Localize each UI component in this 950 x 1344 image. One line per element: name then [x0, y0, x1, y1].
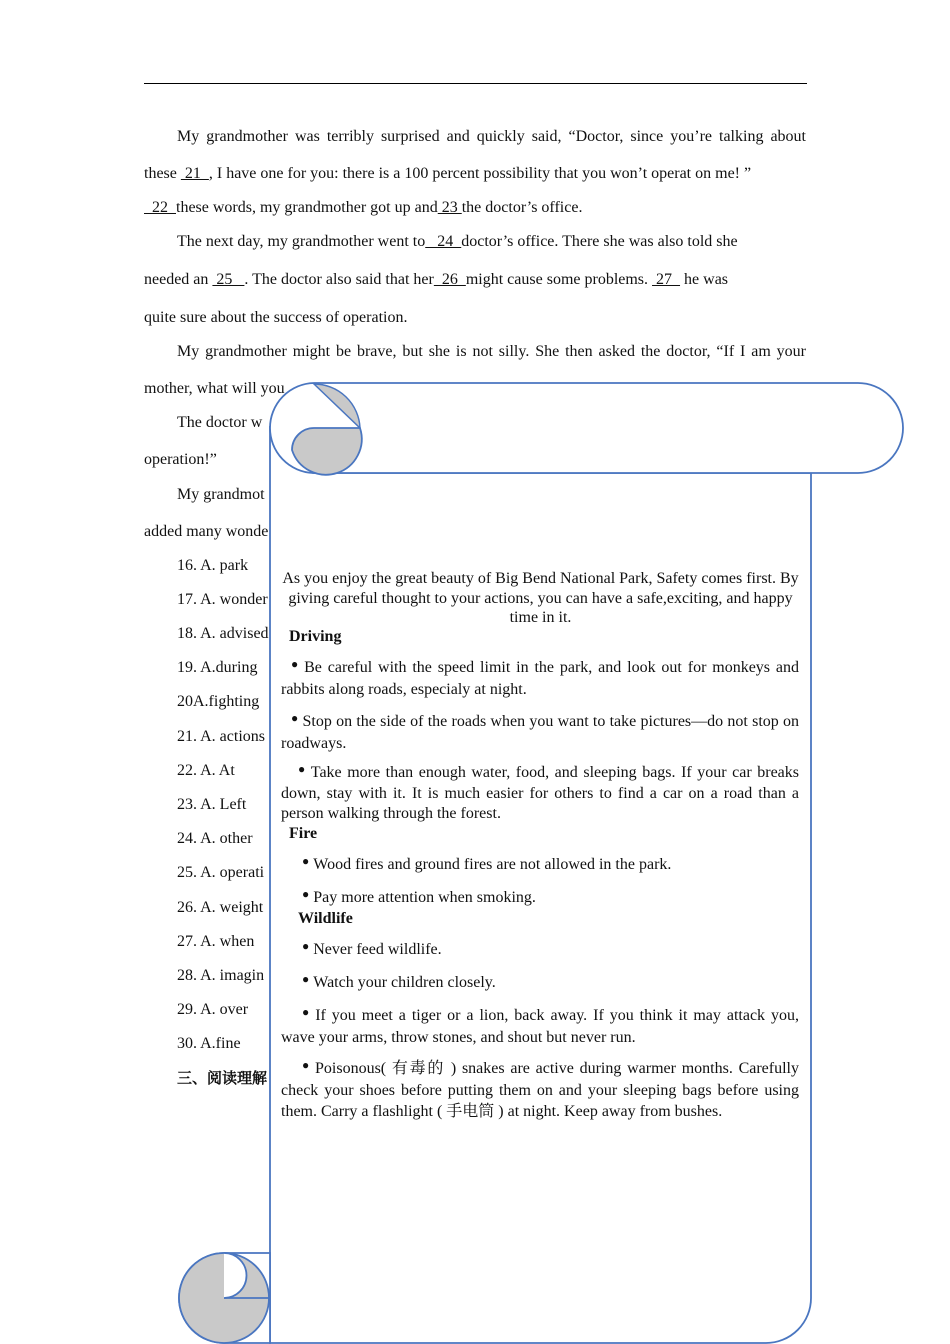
passage-line: The next day, my grandmother went to 24 doctor’s office. There she was also told she [177, 233, 738, 250]
bullet-icon: ● [302, 972, 310, 986]
option-19: 19. A.during [177, 659, 258, 676]
passage-line: these 21 , I have one for you: there is a 100 percent possibility that you won’t operat on me! ” [144, 165, 752, 182]
option-29: 29. A. over [177, 1001, 249, 1018]
list-item: ● Be careful with the speed limit in the park, and look out for monkeys and rabbits along roads, especialy at night. [281, 657, 800, 698]
bullet-icon: ● [291, 711, 299, 725]
list-item: ● Stop on the side of the roads when you want to take pictures—do not stop on roadways. [281, 711, 800, 752]
option-26: 26. A. weight [177, 899, 264, 916]
scroll-body [270, 428, 811, 1343]
passage-line: operation!” [144, 451, 217, 468]
list-item: ● If you meet a tiger or a lion, back away. If you think it may attack you, wave your arms, throw stones, and shout but never run. [281, 1005, 800, 1046]
passage-line: needed an 25 . The doctor also said that her 26 might cause some problems. 27 he was [144, 271, 729, 288]
bullet-icon: ● [291, 657, 301, 671]
option-30: 30. A.fine [177, 1035, 241, 1052]
bullet-icon: ● [302, 887, 310, 901]
option-17: 17. A. wonder [177, 591, 268, 608]
passage-line: The doctor w [177, 414, 263, 431]
scroll-top-roll [270, 383, 903, 473]
passage-line: My grandmother was terribly surprised and quickly said, “Doctor, since you’re talking about [177, 128, 806, 145]
blank-24: 24 [425, 233, 462, 250]
option-20: 20A.fighting [177, 693, 260, 710]
option-18: 18. A. advised [177, 625, 269, 642]
fire-heading: Fire [289, 825, 318, 842]
option-16: 16. A. park [177, 557, 249, 574]
passage-line: quite sure about the success of operation. [144, 309, 408, 326]
bullet-icon: ● [302, 939, 310, 953]
option-27: 27. A. when [177, 933, 255, 950]
list-item: ● Pay more attention when smoking. [302, 887, 536, 906]
blank-26: 26 [433, 271, 466, 288]
blank-21: 21 [180, 165, 209, 182]
bullet-icon: ● [302, 854, 310, 868]
option-21: 21. A. actions [177, 728, 265, 745]
section-heading: 三、阅读理解 [177, 1069, 268, 1087]
passage-line: mother, what will you [144, 380, 285, 397]
list-item: ● Wood fires and ground fires are not allowed in the park. [302, 854, 672, 873]
list-item: ● Watch your children closely. [302, 972, 496, 991]
wildlife-heading: Wildlife [298, 910, 353, 927]
option-23: 23. A. Left [177, 796, 247, 813]
list-item: ● Never feed wildlife. [302, 939, 442, 958]
option-28: 28. A. imagin [177, 967, 265, 984]
driving-heading: Driving [289, 628, 342, 645]
passage-line: added many wonde [144, 523, 269, 540]
option-25: 25. A. operati [177, 864, 265, 881]
passage-line: My grandmother might be brave, but she is not silly. She then asked the doctor, “If I am your [177, 343, 806, 360]
option-24: 24. A. other [177, 830, 253, 847]
scroll-bottom-curl [179, 1253, 270, 1343]
blank-27: 27 [652, 271, 681, 288]
blank-22: 22 [144, 199, 176, 216]
bullet-icon: ● [298, 762, 307, 776]
blank-25: 25 [212, 271, 245, 288]
passage-line: My grandmot [177, 486, 265, 503]
list-item: ● Take more than enough water, food, and sleeping bags. If your car breaks down, stay with it. It is much easier for others to find a car on a road than a person walking through the forest. [281, 762, 799, 822]
passage-line: 22 these words, my grandmother got up and 23 the doctor’s office. [144, 199, 583, 216]
blank-23: 23 [437, 199, 462, 216]
bullet-icon: ● [302, 1058, 311, 1072]
option-22: 22. A. At [177, 762, 235, 779]
scroll-intro: As you enjoy the great beauty of Big Bend National Park, Safety comes first. By giving careful thought to your actions, you can have a safe,exciting, and happy time in it. [282, 570, 799, 626]
bullet-icon: ● [302, 1005, 312, 1019]
list-item: ● Poisonous( 有毒的 ) snakes are active during warmer months. Carefully check your shoes before putting them on and your sleeping bags before using them. Carry a flashlight ( 手电筒 ) at night. Keep away from bushes. [281, 1058, 799, 1120]
